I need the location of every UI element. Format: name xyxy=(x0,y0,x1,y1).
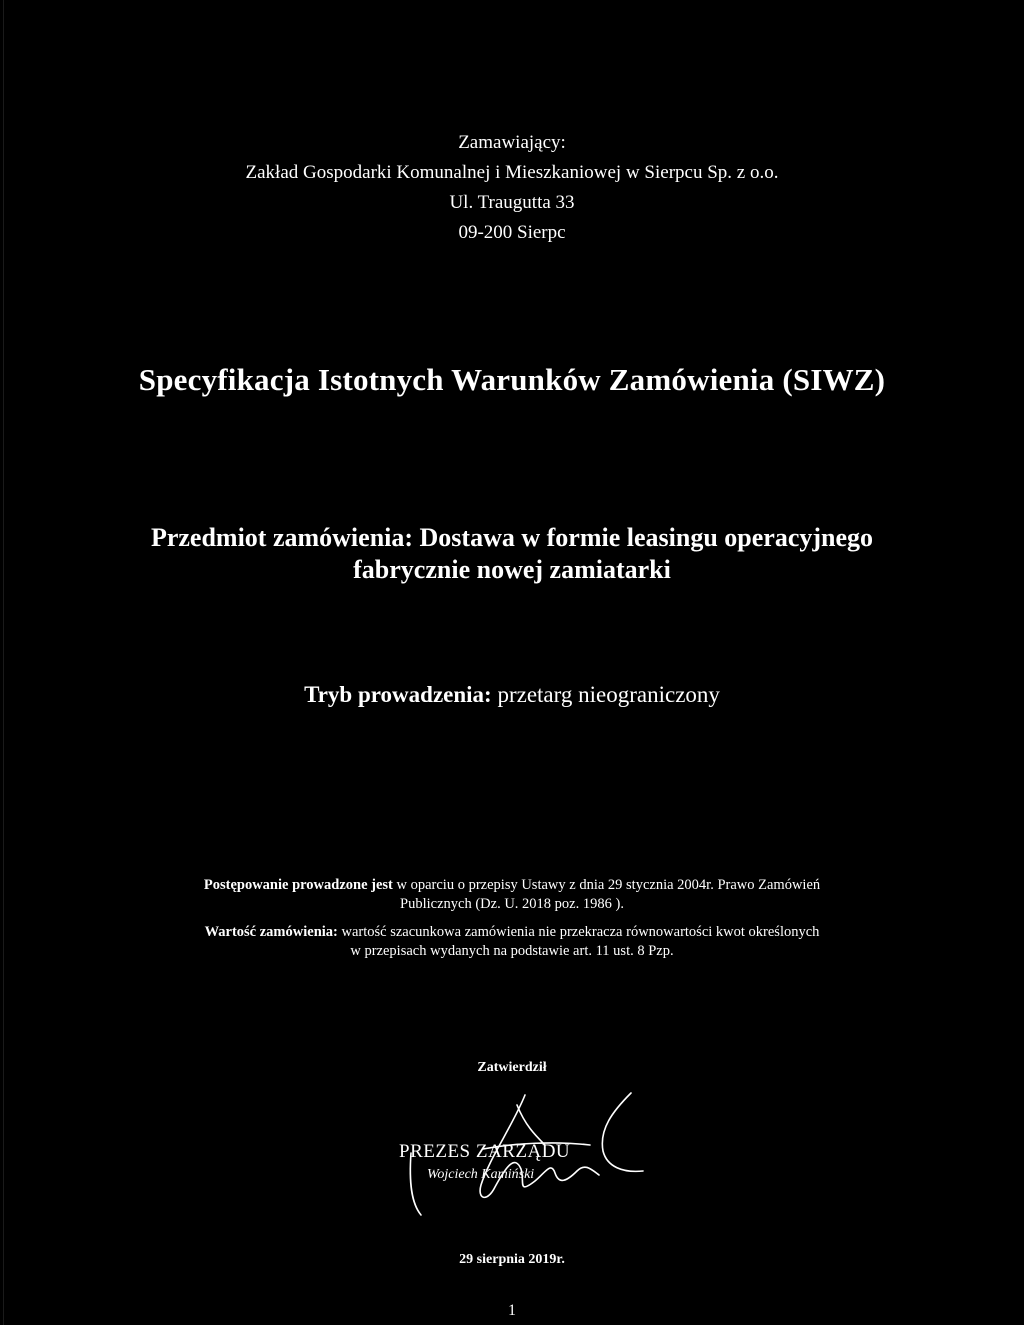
order-subject xyxy=(0,522,1024,586)
contractor-name: Zakład Gospodarki Komunalnej i Mieszkaniowej w Sierpcu Sp. z o.o. xyxy=(245,162,779,183)
procedure-mode xyxy=(0,682,1024,708)
contractor-block xyxy=(0,128,1024,248)
signature-stamp xyxy=(385,1085,655,1225)
legal-notes xyxy=(0,876,1024,961)
order-subject-line2: fabrycznie nowej zamiatarki xyxy=(353,555,671,584)
page-number: 1 xyxy=(508,1302,516,1319)
signatory-name: Wojciech Kamiński xyxy=(427,1167,535,1182)
contractor-city: 09-200 Sierpc xyxy=(458,222,566,243)
legal-basis-text: w oparciu o przepisy Ustawy z dnia 29 stycznia 2004r. Prawo Zamówień xyxy=(396,877,821,893)
procedure-label: Tryb prowadzenia: xyxy=(304,682,492,707)
contractor-street: Ul. Traugutta 33 xyxy=(449,192,575,213)
value-note-line1 xyxy=(0,923,1024,942)
order-subject-line1: Przedmiot zamówienia: Dostawa w formie leasingu operacyjnego xyxy=(150,523,874,552)
value-note-text: wartość szacunkowa zamówienia nie przekracza równowartości kwot określonych xyxy=(341,924,820,940)
value-note-label: Wartość zamówienia: xyxy=(204,924,338,940)
procedure-value: przetarg nieograniczony xyxy=(497,682,720,707)
value-note-line2: w przepisach wydanych na podstawie art. 11 ust. 8 Pzp. xyxy=(350,943,674,959)
legal-basis-line1 xyxy=(0,876,1024,895)
legal-basis-label: Postępowanie prowadzone jest xyxy=(203,877,393,893)
approval-label: Zatwierdził xyxy=(477,1060,547,1075)
document-title: Specyfikacja Istotnych Warunków Zamówienia (SIWZ) xyxy=(138,362,886,397)
approval-date: 29 sierpnia 2019r. xyxy=(459,1252,565,1267)
signatory-title: PREZES ZARZĄDU xyxy=(399,1141,571,1162)
legal-basis-line2: Publicznych (Dz. U. 2018 poz. 1986 ). xyxy=(400,896,624,912)
contractor-label: Zamawiający: xyxy=(458,132,566,153)
